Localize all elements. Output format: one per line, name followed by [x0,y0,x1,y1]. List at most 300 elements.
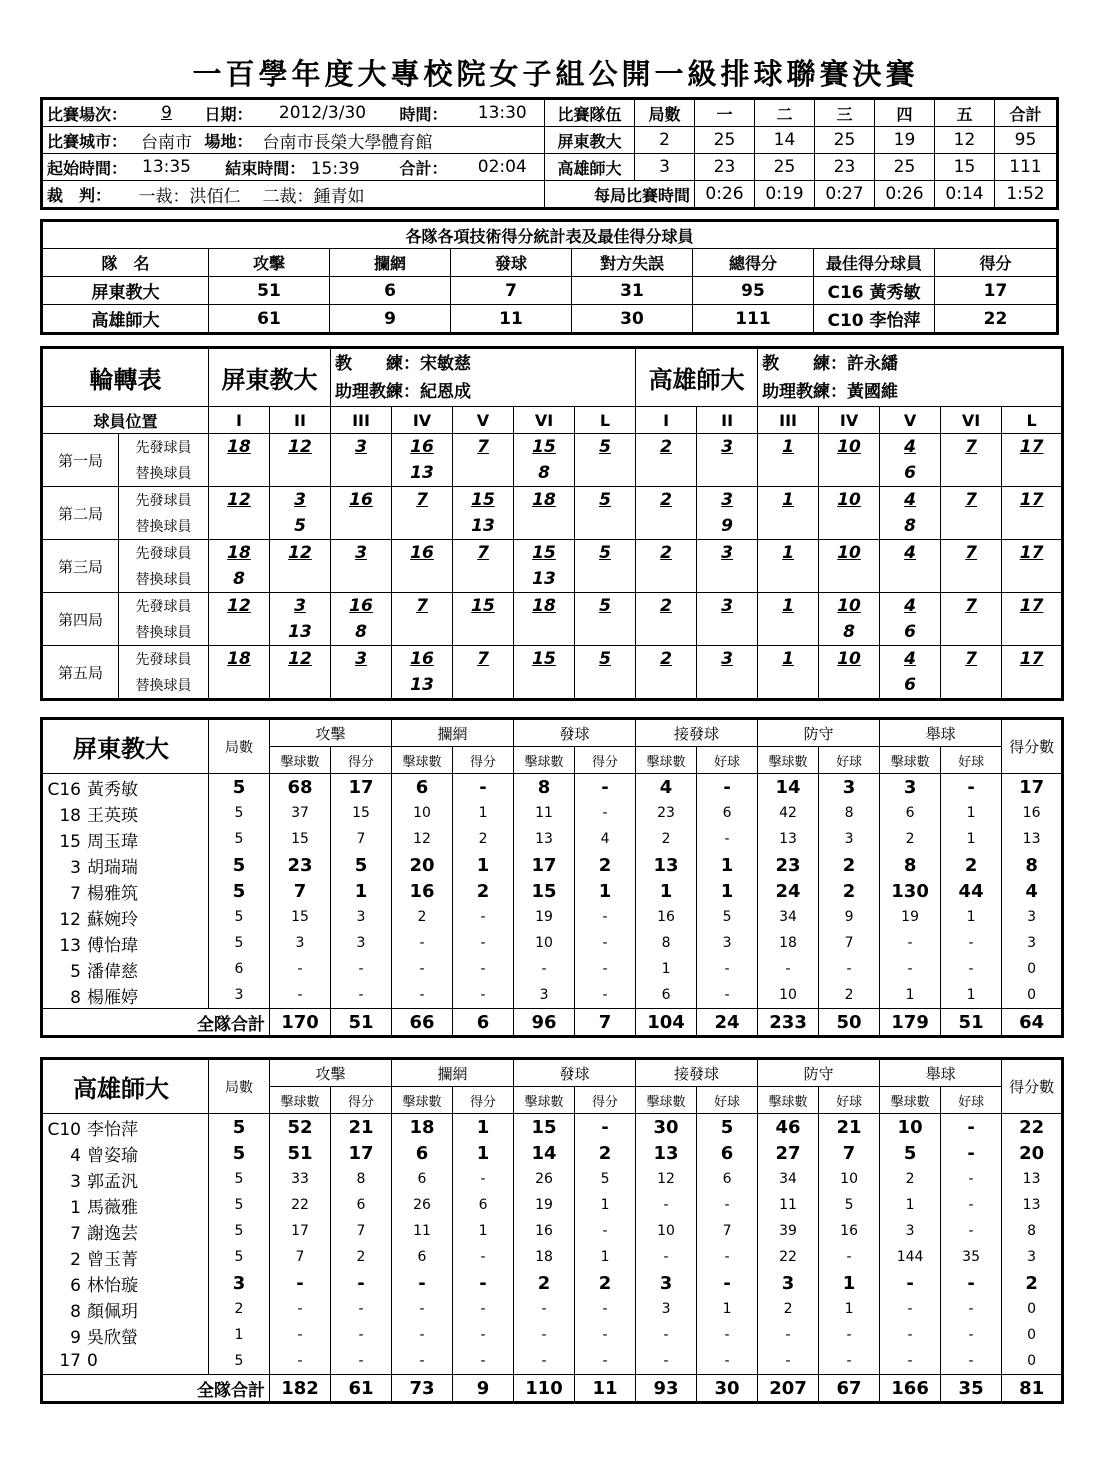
stat-value: - [697,1348,758,1375]
match-total: 02:04 [461,154,545,181]
tech-header: 總得分 [693,249,814,277]
player-name: 楊雁婷 [87,987,138,1008]
sub-player [209,513,270,540]
stat-value: 10 [758,982,819,1009]
stat-sub-header: 擊球數 [758,747,819,774]
stat-value: - [392,956,453,982]
referee-label: 裁 判： [43,181,135,208]
stat-value: 18 [392,1114,453,1141]
player-number: 3 [70,1171,81,1192]
score-header: 比賽隊伍 [545,100,635,127]
starter-player: 4 [880,646,941,673]
player-name: 曾姿瑜 [87,1145,138,1166]
stat-value: - [453,930,514,956]
stat-value: 34 [758,1166,819,1192]
set-time: 0:14 [935,181,995,208]
starter-player: 12 [209,487,270,514]
player-name: 胡瑞瑞 [87,857,138,878]
sub-player [453,460,514,487]
stat-value: - [575,1296,636,1322]
player-cell [43,852,209,878]
position-header: V [453,407,514,434]
starter-player: 7 [941,593,1002,620]
sub-player [819,566,880,593]
stats-header-row [43,1060,1062,1087]
match-info-table [42,99,1057,208]
sub-player: 13 [392,672,453,699]
set-time: 0:26 [695,181,755,208]
stat-value: - [453,1166,514,1192]
starter-player: 18 [514,487,575,514]
stat-value: 5 [209,930,270,956]
stat-value: 1 [941,904,1002,930]
player-name: 吳欣螢 [87,1327,138,1348]
starter-player: 7 [941,646,1002,673]
total-label: 全隊合計 [43,1375,270,1402]
coaches-b [758,349,1062,407]
sub-player [1002,672,1062,699]
stat-value: 6 [880,800,941,826]
stat-sub-header: 好球 [941,747,1002,774]
sub-player [453,672,514,699]
stat-sub-header: 擊球數 [514,1087,575,1114]
stat-value: - [941,774,1002,801]
stat-value: - [697,1192,758,1218]
stat-value: - [880,956,941,982]
stat-value: 13 [636,1140,697,1166]
stat-value: 2 [941,852,1002,878]
stat-value: - [392,930,453,956]
stat-value: - [941,1322,1002,1348]
sub-player [1002,619,1062,646]
stat-value: 1 [941,800,1002,826]
player-cell [43,1192,209,1218]
starter-player: 18 [209,434,270,461]
stat-value: 15 [514,878,575,904]
match-end: 15:39 [310,158,360,179]
stat-value: - [331,956,392,982]
team-total-row [43,1375,1062,1402]
tech-header: 發球 [451,249,572,277]
player-cell [43,904,209,930]
score-cell: 14 [755,127,815,154]
assistant-coach-b: 助理教練：黃國維 [762,381,899,402]
stat-value: - [758,956,819,982]
score-cell: 23 [695,154,755,181]
stat-value: 6 [331,1192,392,1218]
stat-value: - [392,982,453,1009]
team-total-value: 110 [514,1375,575,1402]
stat-value: 5 [209,904,270,930]
starter-player: 12 [270,434,331,461]
player-row [43,800,1062,826]
tech-team: 高雄師大 [43,305,209,333]
stat-value: - [941,1140,1002,1166]
sub-player [636,672,697,699]
position-header: I [209,407,270,434]
stat-value: - [575,800,636,826]
stat-value: 13 [1002,1166,1062,1192]
team-total-value: 51 [941,1009,1002,1036]
stat-value: 3 [270,930,331,956]
player-row [43,904,1062,930]
stat-value: 1 [453,800,514,826]
score-cell: 25 [695,127,755,154]
sub-player [697,672,758,699]
stat-value: 5 [697,904,758,930]
stat-value: 5 [209,826,270,852]
stat-sub-header: 擊球數 [758,1087,819,1114]
stat-value: 2 [453,826,514,852]
stat-value: 5 [880,1140,941,1166]
stat-value: - [331,982,392,1009]
sub-player: 8 [514,460,575,487]
team-total-value: 11 [575,1375,636,1402]
stat-value: 0 [1002,1348,1062,1375]
stat-value: 3 [209,982,270,1009]
tech-cell: 51 [209,277,330,305]
stat-value: 16 [636,904,697,930]
end-label: 結束時間： [225,158,306,178]
team-total-value: 30 [697,1375,758,1402]
stat-value: 6 [209,956,270,982]
stat-value: 22 [758,1244,819,1270]
stat-value: - [453,982,514,1009]
sub-player: 9 [697,513,758,540]
stat-sub-header: 好球 [697,747,758,774]
stat-value: - [575,1218,636,1244]
starter-player: 3 [697,540,758,567]
stat-group-header: 防守 [758,720,880,747]
sub-player: 6 [880,619,941,646]
stat-value: 5 [697,1114,758,1141]
stat-value: - [697,956,758,982]
stat-value: 23 [758,852,819,878]
stat-value: 14 [758,774,819,801]
player-cell [43,1348,209,1375]
sub-player [941,513,1002,540]
player-number: 5 [70,961,81,982]
stat-sub-header: 得分 [331,747,392,774]
sub-player [209,619,270,646]
sub-player: 6 [880,672,941,699]
stat-value: - [636,1244,697,1270]
sub-player: 8 [819,619,880,646]
starter-player: 18 [209,646,270,673]
stat-value: 5 [209,1114,270,1141]
team-total-value: 179 [880,1009,941,1036]
sub-player: 5 [270,513,331,540]
team-total-value: 73 [392,1375,453,1402]
score-header: 四 [875,100,935,127]
sub-player [941,566,1002,593]
sub-player [758,619,819,646]
stat-value: 19 [880,904,941,930]
starter-player: 7 [392,593,453,620]
stat-value: 2 [514,1270,575,1296]
player-cell [43,878,209,904]
sub-player [697,460,758,487]
set-label: 第三局 [43,540,119,593]
stat-value: 7 [331,1218,392,1244]
stat-group-header: 舉球 [880,720,1002,747]
sub-player [392,566,453,593]
starter-player: 17 [1002,434,1062,461]
sub-player [514,672,575,699]
stat-sub-header: 擊球數 [636,747,697,774]
player-number: 2 [70,1249,81,1270]
stat-value: 10 [514,930,575,956]
stat-value: 26 [392,1192,453,1218]
stat-value: 15 [331,800,392,826]
stat-value: 1 [819,1296,880,1322]
stat-value: 1 [697,878,758,904]
stat-value: 3 [1002,1244,1062,1270]
stat-value: - [575,1322,636,1348]
rotation-sub-row [43,619,1062,646]
starter-player: 16 [331,593,392,620]
team-total-value: 67 [819,1375,880,1402]
stat-sub-header: 擊球數 [880,747,941,774]
stat-value: 1 [575,1192,636,1218]
stat-value: - [880,1348,941,1375]
score-cell: 95 [995,127,1057,154]
assistant-coach-a: 助理教練：紀恩成 [335,381,471,402]
total-label: 全隊合計 [43,1009,270,1036]
stat-value: 2 [758,1296,819,1322]
coaches-a [331,349,636,407]
stat-value: 1 [453,852,514,878]
stat-value: 4 [636,774,697,801]
stat-value: - [636,1322,697,1348]
stat-value: - [819,1348,880,1375]
stat-value: 22 [270,1192,331,1218]
starter-player: 2 [636,646,697,673]
player-name: 謝逸芸 [87,1223,138,1244]
player-cell [43,1244,209,1270]
stat-value: 1 [819,1270,880,1296]
set-time: 1:52 [995,181,1057,208]
team-total-value: 51 [331,1009,392,1036]
sub-player [575,619,636,646]
stat-value: 17 [331,1140,392,1166]
rotation-starter-row [43,487,1062,514]
sub-player [758,672,819,699]
starter-player: 1 [758,540,819,567]
score-team: 高雄師大 [545,154,635,181]
coach-a: 教 練：宋敏慈 [335,353,471,374]
starter-player: 2 [636,540,697,567]
stat-value: 2 [575,1140,636,1166]
match-time: 13:30 [461,100,545,127]
stat-value: 18 [758,930,819,956]
sub-player [819,460,880,487]
starter-player: 10 [819,540,880,567]
stat-value: 19 [514,904,575,930]
player-row [43,852,1062,878]
stat-group-header: 防守 [758,1060,880,1087]
stat-value: 1 [453,1140,514,1166]
stat-value: - [453,1296,514,1322]
stat-value: - [453,956,514,982]
position-header: III [758,407,819,434]
stat-value: - [453,1244,514,1270]
sub-player [819,513,880,540]
starter-player: 7 [392,487,453,514]
end-time-group [199,154,387,181]
sub-label: 替換球員 [119,672,209,699]
stat-value: 5 [209,1218,270,1244]
starter-player: 3 [697,434,758,461]
player-row [43,1192,1062,1218]
stat-value: 5 [209,1166,270,1192]
stat-value: 18 [514,1244,575,1270]
sub-player [331,566,392,593]
starter-player: 7 [453,540,514,567]
starter-player: 7 [941,487,1002,514]
team-b-stats-table [42,1059,1062,1402]
stat-value: 7 [819,930,880,956]
best-player-points: 17 [935,277,1057,305]
points-header: 得分數 [1002,1060,1062,1114]
stat-value: 3 [1002,904,1062,930]
match-no: 9 [135,100,199,127]
score-cell: 111 [995,154,1057,181]
player-row [43,1296,1062,1322]
starter-label: 先發球員 [119,593,209,620]
rotation-table [42,348,1062,699]
stat-value: 0 [1002,1296,1062,1322]
stat-value: 5 [209,1244,270,1270]
stat-value: 6 [392,774,453,801]
venue-label: 場地： [199,127,259,154]
stat-value: - [453,904,514,930]
stat-value: 39 [758,1218,819,1244]
stat-value: 3 [331,930,392,956]
stat-value: 27 [758,1140,819,1166]
player-cell [43,1166,209,1192]
team-total-value: 81 [1002,1375,1062,1402]
starter-player: 2 [636,434,697,461]
rotation-sub-row [43,672,1062,699]
position-header: L [1002,407,1062,434]
stat-value: 6 [636,982,697,1009]
stat-value: 3 [636,1296,697,1322]
tech-header: 攻擊 [209,249,330,277]
stat-value: - [636,1348,697,1375]
stat-value: - [941,1218,1002,1244]
team-total-value: 35 [941,1375,1002,1402]
player-row [43,1322,1062,1348]
sub-player: 13 [453,513,514,540]
score-header: 一 [695,100,755,127]
set-time-label: 每局比賽時間 [545,181,695,208]
starter-player: 16 [331,487,392,514]
stat-value: 10 [636,1218,697,1244]
stat-value: 1 [575,878,636,904]
starter-player: 2 [636,593,697,620]
best-player-points: 22 [935,305,1057,333]
stat-value: 9 [819,904,880,930]
stat-value: 10 [819,1166,880,1192]
set-label: 第二局 [43,487,119,540]
player-name: 黃秀敏 [87,779,138,800]
starter-player: 15 [453,487,514,514]
starter-player: 5 [575,434,636,461]
stat-value: - [331,1322,392,1348]
stat-value: 15 [270,904,331,930]
stat-value: - [758,1348,819,1375]
starter-label: 先發球員 [119,434,209,461]
sub-player [880,566,941,593]
stat-value: 8 [880,852,941,878]
sub-player [331,672,392,699]
stat-value: 11 [758,1192,819,1218]
starter-player: 1 [758,593,819,620]
stat-value: 2 [1002,1270,1062,1296]
team-total-value: 66 [392,1009,453,1036]
score-header: 五 [935,100,995,127]
sub-player [270,672,331,699]
stat-value: 34 [758,904,819,930]
player-name: 林怡璇 [87,1275,138,1296]
starter-player: 12 [270,540,331,567]
team-total-value: 24 [697,1009,758,1036]
starter-player: 16 [392,646,453,673]
player-name: 郭孟汎 [87,1171,138,1192]
stat-value: - [941,1166,1002,1192]
starter-player: 18 [514,593,575,620]
position-header: VI [941,407,1002,434]
sub-player: 13 [514,566,575,593]
player-number: 7 [70,883,81,904]
stat-value: 3 [514,982,575,1009]
stat-value: 2 [819,878,880,904]
stat-value: - [575,1114,636,1141]
starter-player: 7 [941,434,1002,461]
stat-group-header: 接發球 [636,1060,758,1087]
player-number: 6 [70,1275,81,1296]
stat-value: 24 [758,878,819,904]
stat-value: 13 [1002,826,1062,852]
stat-value: 16 [392,878,453,904]
score-header: 合計 [995,100,1057,127]
player-cell [43,800,209,826]
stat-value: - [270,1270,331,1296]
stat-value: 13 [636,852,697,878]
stat-value: 20 [392,852,453,878]
stat-value: - [575,904,636,930]
stat-value: - [392,1270,453,1296]
stat-value: 23 [636,800,697,826]
stat-value: 7 [270,878,331,904]
tech-cell: 9 [330,305,451,333]
player-cell [43,1322,209,1348]
starter-player: 10 [819,487,880,514]
points-header: 得分數 [1002,720,1062,774]
sub-player [331,460,392,487]
starter-label: 先發球員 [119,487,209,514]
stat-value: 1 [697,1296,758,1322]
rotation-starter-row [43,434,1062,461]
stat-value: - [697,826,758,852]
time-label: 時間： [387,100,461,127]
stat-value: - [636,1192,697,1218]
player-row [43,878,1062,904]
stat-value: - [697,774,758,801]
position-label: 球員位置 [43,407,209,434]
stat-value: 3 [819,774,880,801]
